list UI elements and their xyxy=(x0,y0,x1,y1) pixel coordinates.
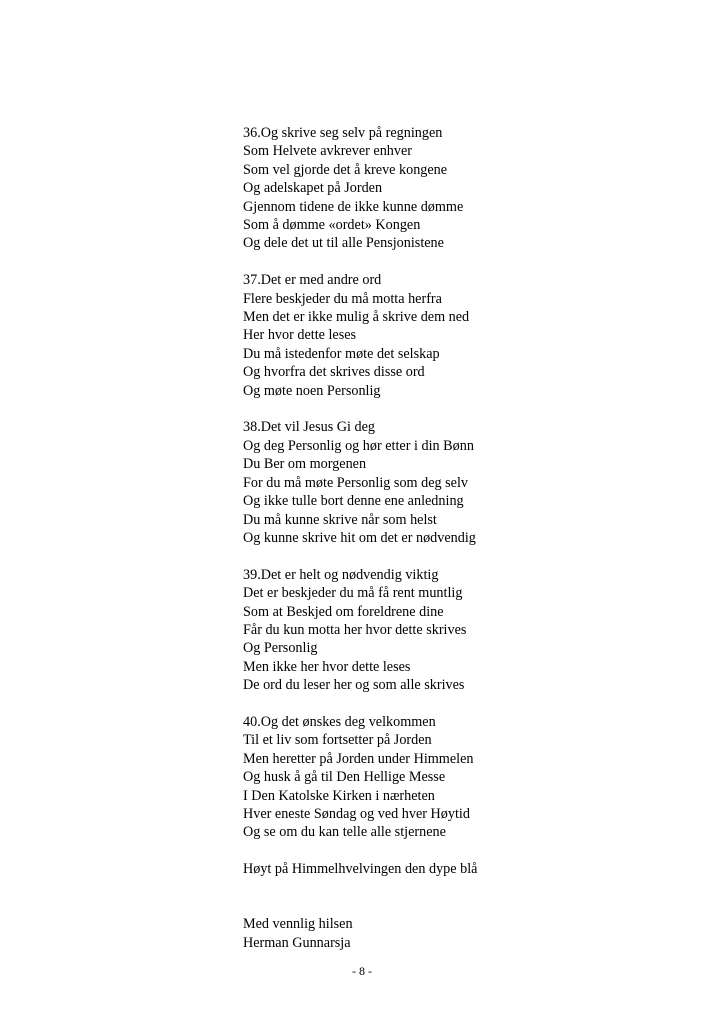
poem-line: Men ikke her hvor dette leses xyxy=(243,658,411,675)
poem-line: Men heretter på Jorden under Himmelen xyxy=(243,750,474,767)
final-line: Høyt på Himmelhvelvingen den dype blå xyxy=(243,861,478,878)
poem-line: Hver eneste Søndag og ved hver Høytid xyxy=(243,805,470,822)
poem-line: Du må istedenfor møte det selskap xyxy=(243,345,440,362)
poem-line: 39.Det er helt og nødvendig viktig xyxy=(243,566,439,583)
poem-line: Og hvorfra det skrives disse ord xyxy=(243,364,425,381)
stanza-40 xyxy=(243,713,683,842)
poem-line: Gjennom tidene de ikke kunne dømme xyxy=(243,198,464,215)
final-line-block xyxy=(243,860,683,878)
poem-line: Og møte noen Personlig xyxy=(243,382,381,399)
poem-line: Og ikke tulle bort denne ene anledning xyxy=(243,493,464,510)
poem-line: Og kunne skrive hit om det er nødvendig xyxy=(243,529,476,546)
poem-line: Som Helvete avkrever enhver xyxy=(243,143,412,160)
poem-line: Og deg Personlig og hør etter i din Bønn xyxy=(243,437,474,454)
poem-line: Det er beskjeder du må få rent muntlig xyxy=(243,585,463,602)
poem-line: Og husk å gå til Den Hellige Messe xyxy=(243,769,446,786)
poem-line: Og adelskapet på Jorden xyxy=(243,180,383,197)
poem-line: Som at Beskjed om foreldrene dine xyxy=(243,603,444,620)
poem-line: Du må kunne skrive når som helst xyxy=(243,511,437,528)
poem-line: For du må møte Personlig som deg selv xyxy=(243,474,469,491)
poem-line: Som vel gjorde det å kreve kongene xyxy=(243,161,448,178)
poem-line: Til et liv som fortsetter på Jorden xyxy=(243,732,432,749)
poem-line: 38.Det vil Jesus Gi deg xyxy=(243,419,376,436)
page-number: - 8 - xyxy=(352,964,372,978)
author-name: Herman Gunnarsja xyxy=(243,934,351,951)
poem-line: Du Ber om morgenen xyxy=(243,456,367,473)
poem-line: Og Personlig xyxy=(243,640,318,657)
poem-line: Som å dømme «ordet» Kongen xyxy=(243,217,421,234)
closing-signature xyxy=(243,915,683,952)
poem-body xyxy=(243,124,683,952)
poem-line: 40.Og det ønskes deg velkommen xyxy=(243,713,436,730)
poem-line: 36.Og skrive seg selv på regningen xyxy=(243,125,443,141)
closing-greeting: Med vennlig hilsen xyxy=(243,916,353,933)
stanza-38 xyxy=(243,418,683,547)
poem-line: Og se om du kan telle alle stjernene xyxy=(243,824,446,841)
poem-line: I Den Katolske Kirken i nærheten xyxy=(243,787,435,804)
poem-line: Flere beskjeder du må motta herfra xyxy=(243,290,442,307)
stanza-36 xyxy=(243,124,683,253)
stanza-39 xyxy=(243,566,683,695)
stanza-37 xyxy=(243,271,683,400)
poem-line: 37.Det er med andre ord xyxy=(243,272,382,289)
poem-line: De ord du leser her og som alle skrives xyxy=(243,677,465,694)
poem-line: Får du kun motta her hvor dette skrives xyxy=(243,621,467,638)
poem-line: Her hvor dette leses xyxy=(243,327,357,344)
poem-line: Og dele det ut til alle Pensjonistene xyxy=(243,235,444,252)
poem-line: Men det er ikke mulig å skrive dem ned xyxy=(243,309,470,326)
